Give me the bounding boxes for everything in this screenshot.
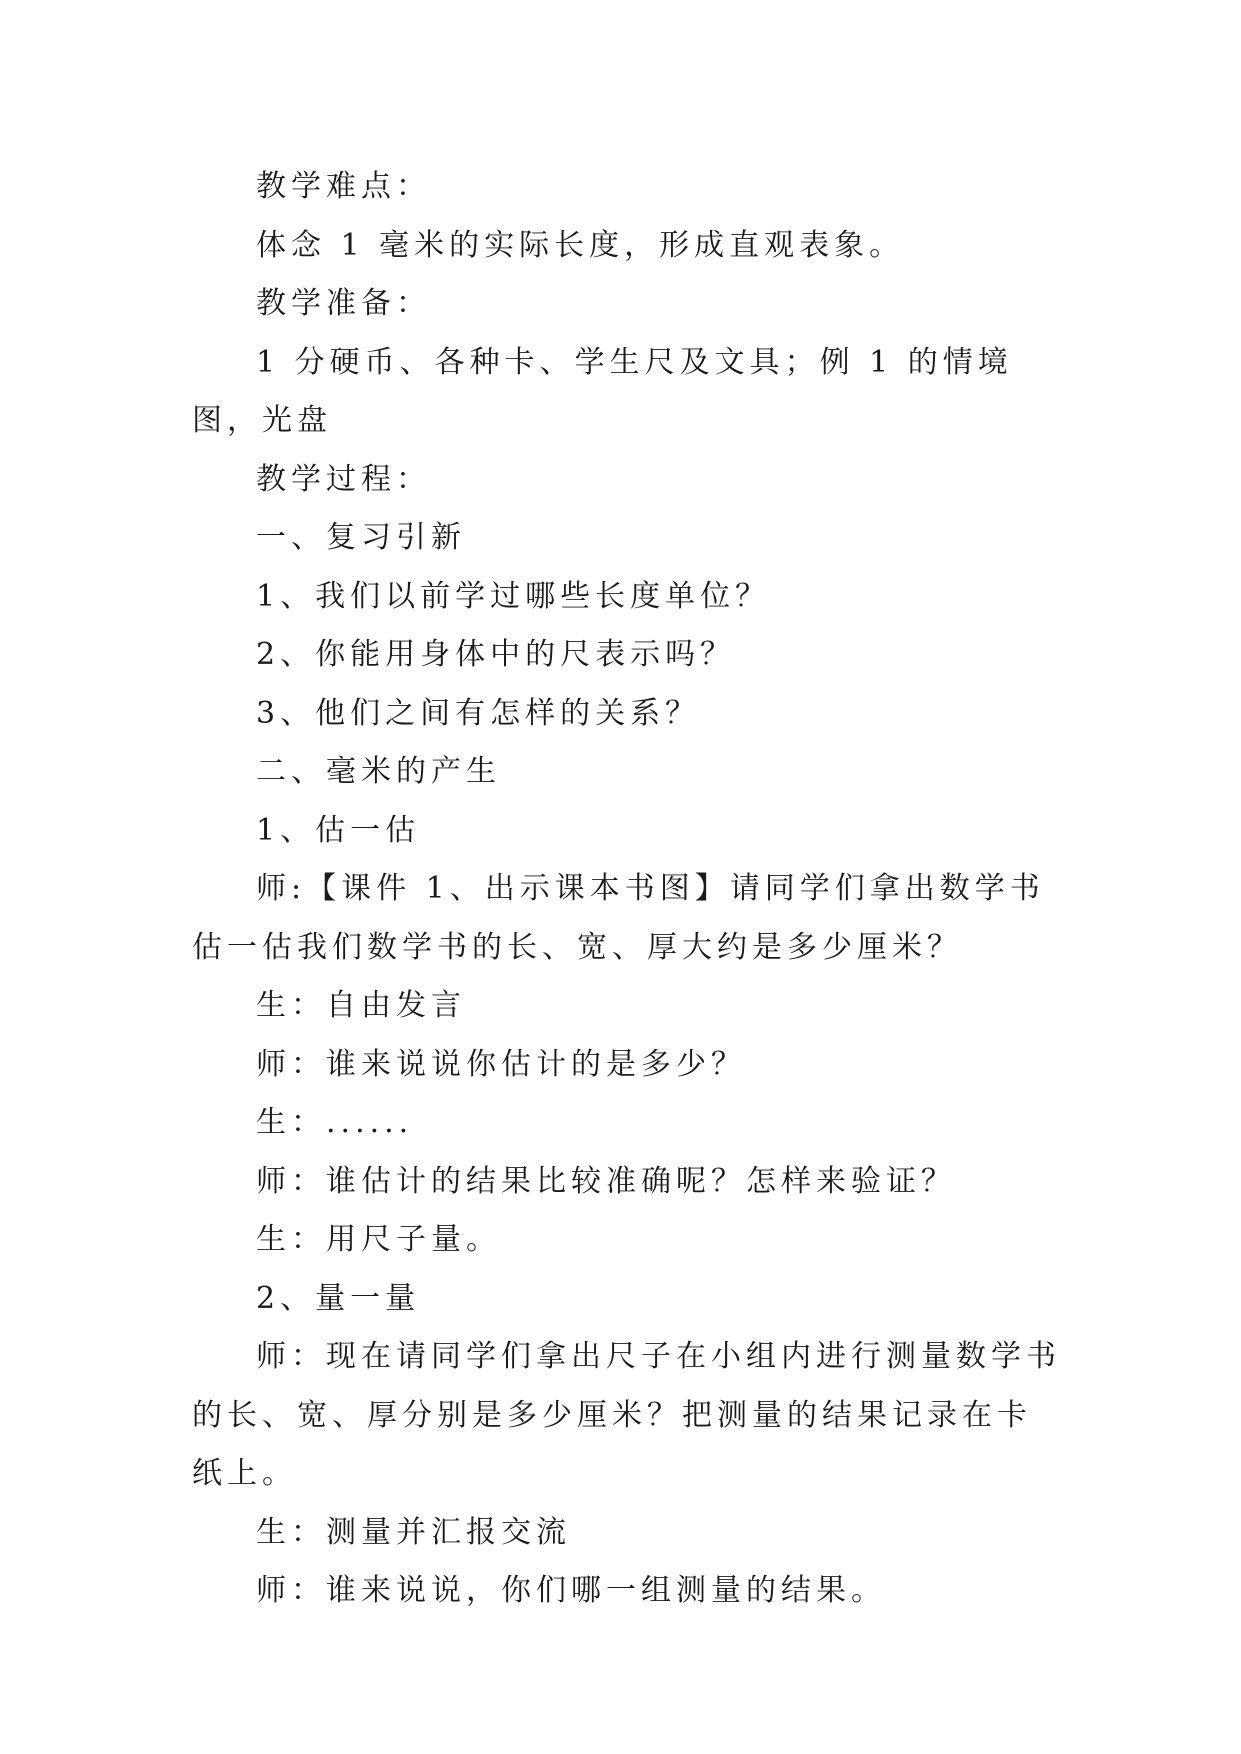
dialogue-line: 师：谁来说说，你们哪一组测量的结果。 [256, 1573, 886, 1608]
text-paragraph: 体念 1 毫米的实际长度，形成直观表象。 [256, 227, 905, 263]
list-item: 2、你能用身体中的尺表示吗？ [256, 637, 736, 672]
document-body [192, 158, 1062, 1621]
text-paragraph: 1 分硬币、各种卡、学生尺及文具；例 1 的情境图，光盘 [192, 344, 1013, 438]
section-heading: 二、毫米的产生 [256, 754, 501, 789]
dialogue-line: 生：用尺子量。 [256, 1222, 501, 1257]
dialogue-line: 师:【课件 1、出示课本书图】请同学们拿出数学书估一估我们数学书的长、宽、厚大约是多少厘米？ [192, 871, 1045, 965]
dialogue-line: 生：...... [256, 1105, 414, 1140]
list-item: 1、我们以前学过哪些长度单位？ [256, 578, 771, 614]
dialogue-line: 师：谁估计的结果比较准确呢？怎样来验证？ [256, 1163, 956, 1199]
list-item: 2、量一量 [256, 1280, 421, 1316]
section-heading: 一、复习引新 [256, 520, 466, 555]
heading-teaching-process: 教学过程： [256, 461, 431, 497]
dialogue-line: 师：现在请同学们拿出尺子在小组内进行测量数学书的长、宽、厚分别是多少厘米？把测量的结果记录在卡纸上。 [192, 1339, 1061, 1491]
heading-teaching-difficulty: 教学难点： [256, 169, 431, 204]
dialogue-line: 生：测量并汇报交流 [256, 1514, 571, 1550]
list-item: 3、他们之间有怎样的关系？ [256, 695, 701, 731]
heading-teaching-preparation: 教学准备： [256, 286, 431, 321]
list-item: 1、估一估 [256, 812, 421, 848]
dialogue-line: 师：谁来说说你估计的是多少？ [256, 1046, 746, 1082]
dialogue-line: 生：自由发言 [256, 988, 466, 1023]
